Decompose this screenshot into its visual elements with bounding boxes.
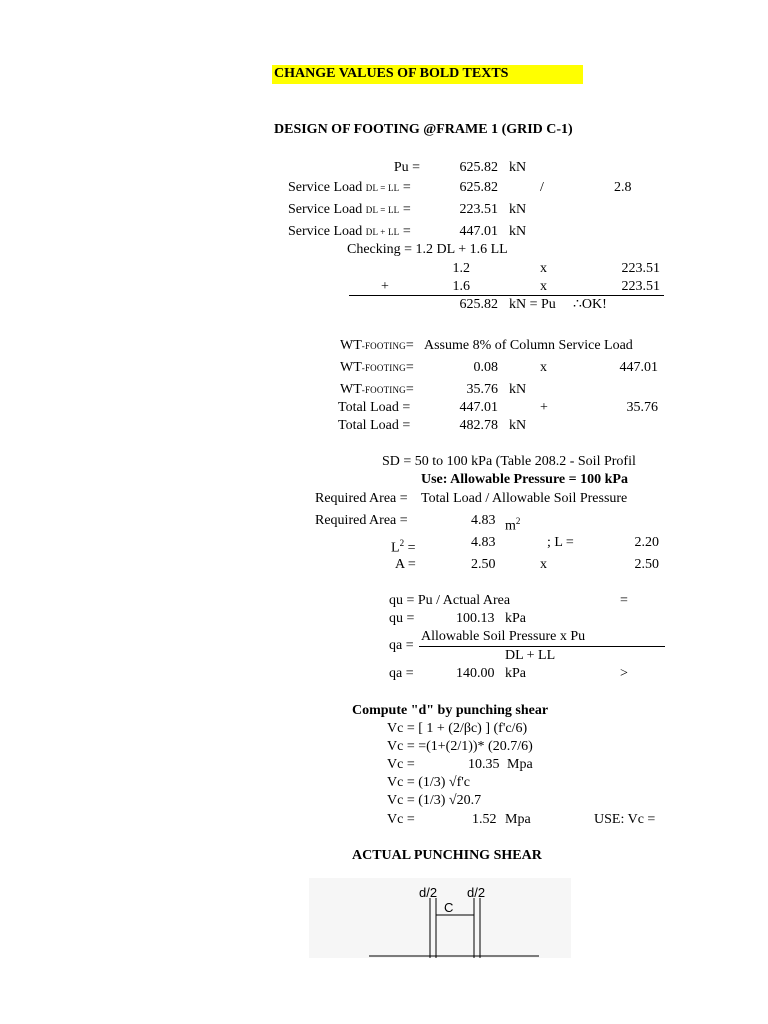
pu-unit: kN [509,160,527,175]
wt-value: 35.76 [466,382,498,397]
qa-label: qa = [389,638,414,653]
soil-description: SD = 50 to 100 kPa (Table 208.2 - Soil Profil [382,454,636,469]
total-load-unit: kN [509,418,527,433]
required-area-unit: $m^2$ [505,516,521,534]
assume-text: Assume 8% of Column Service Load [424,338,633,353]
vc-value-3: 10.35 [468,757,500,772]
total-load-addend: 35.76 [626,400,658,415]
service-load-row-3: Service Load DL + LL = [288,224,411,239]
area-label: A = [395,557,416,572]
wt-footing-label-3: WT-FOOTING= [340,382,414,397]
qa-value: 140.00 [456,666,495,681]
fraction-line [419,646,665,647]
l-squared-value: 4.83 [471,535,496,550]
d-half-right: d/2 [467,885,486,900]
total-load-value-2: 482.78 [459,418,498,433]
divide-operator: / [540,180,544,195]
vc-formula-2: Vc = =(1+(2/1))* (20.7/6) [387,739,533,754]
use-vc: USE: Vc = [594,812,656,827]
wt-service-load: 447.01 [619,360,658,375]
service-load-unit-2: kN [509,202,527,217]
page-title: DESIGN OF FOOTING @FRAME 1 (GRID C-1) [274,122,573,137]
service-load-unit-3: kN [509,224,527,239]
qu-unit: kPa [505,611,526,626]
l-label: ; L = [547,535,574,550]
total-load-value-1: 447.01 [459,400,498,415]
vc-formula-1: Vc = [ 1 + (2/βc) ] (f'c/6) [387,721,528,736]
required-area-value: 4.83 [471,513,496,528]
service-load-row-2: Service Load DL = LL = [288,202,411,217]
l-value: 2.20 [634,535,659,550]
checking-factor-1: 1.2 [452,261,470,276]
checking-value-2: 223.51 [621,279,660,294]
checking-value-1: 223.51 [621,261,660,276]
wt-factor: 0.08 [473,360,498,375]
required-area-label-2: Required Area = [315,513,408,528]
qu-value: 100.13 [456,611,495,626]
vc-formula-4: Vc = (1/3) √f'c [387,775,471,790]
banner-text: CHANGE VALUES OF BOLD TEXTS [274,66,509,81]
vc-unit-6: Mpa [505,812,531,827]
total-load-label-1: Total Load = [338,400,411,415]
wt-footing-label-2: WT-FOOTING= [340,360,414,375]
total-load-plus: + [540,400,548,415]
vc-label-3: Vc = [387,757,415,772]
wt-multiply: x [540,360,547,375]
pu-value: 625.82 [459,160,498,175]
vc-formula-5: Vc = (1/3) √20.7 [387,793,482,808]
checking-ok: ∴OK! [573,297,607,312]
qa-numerator: Allowable Soil Pressure x Pu [421,629,586,644]
vc-value-6: 1.52 [472,812,497,827]
wt-footing-label-1: WT-FOOTING= [340,338,414,353]
area-multiply: x [540,557,547,572]
total-load-label-2: Total Load = [338,418,411,433]
checking-multiply-2: x [540,279,547,294]
service-load-row-1: Service Load DL = LL = [288,180,411,195]
greater-than: > [620,666,628,681]
required-area-formula: Total Load / Allowable Soil Pressure [421,491,628,506]
diagram-lines [309,878,571,958]
qu-equals: = [620,593,628,608]
checking-plus: + [381,279,389,294]
checking-formula: Checking = 1.2 DL + 1.6 LL [347,242,508,257]
vc-label-6: Vc = [387,812,415,827]
service-load-value-3: 447.01 [459,224,498,239]
instruction-banner [272,65,583,84]
area-right: 2.50 [634,557,659,572]
column-label: C [444,900,454,915]
service-load-value-1: 625.82 [459,180,498,195]
vc-unit-3: Mpa [507,757,533,772]
qa-unit: kPa [505,666,526,681]
punching-shear-diagram [309,878,571,958]
qa-denominator: DL + LL [505,648,556,663]
qu-formula: qu = Pu / Actual Area [389,593,511,608]
required-area-label-1: Required Area = [315,491,408,506]
pu-label: Pu = [393,160,420,175]
actual-punching-heading: ACTUAL PUNCHING SHEAR [352,848,542,863]
checking-factor-2: 1.6 [452,279,470,294]
punching-heading: Compute "d" by punching shear [352,703,549,718]
l-squared-label: $L^2$ = [391,538,416,556]
service-load-divisor: 2.8 [614,180,632,195]
checking-result-text: kN = Pu [509,297,556,312]
allowable-pressure: Use: Allowable Pressure = 100 kPa [421,472,628,487]
checking-multiply-1: x [540,261,547,276]
qu-label: qu = [389,611,415,626]
checking-result-value: 625.82 [459,297,498,312]
area-value: 2.50 [471,557,496,572]
wt-unit: kN [509,382,527,397]
service-load-value-2: 223.51 [459,202,498,217]
qa-label-2: qa = [389,666,414,681]
sum-line [349,295,664,296]
d-half-left: d/2 [419,885,438,900]
